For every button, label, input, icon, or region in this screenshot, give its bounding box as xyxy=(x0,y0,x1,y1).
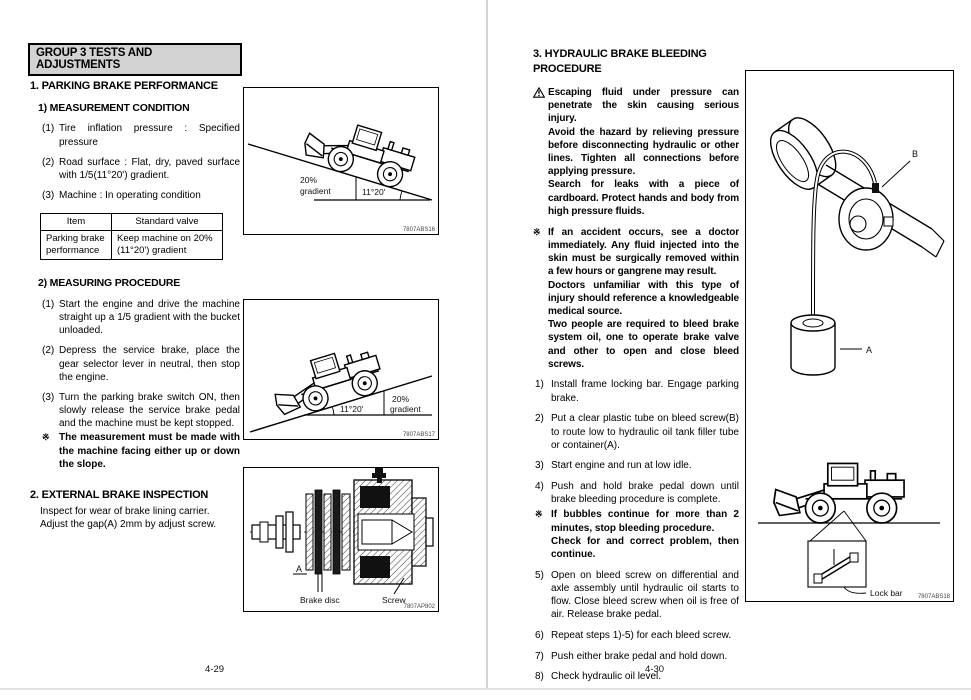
bleeding-illustration xyxy=(746,71,951,599)
step-number: 3) xyxy=(535,460,544,472)
warning-paragraph: Search for leaks with a piece of cardboard. Protect hands and body from high pressure fluids. xyxy=(548,179,739,217)
doctor-note xyxy=(533,226,739,371)
angle-label: 11°20' xyxy=(362,187,386,197)
item-text: Tire inflation pressure : Specified pressure xyxy=(59,123,240,148)
figure-code: 7807ABS16 xyxy=(402,227,435,233)
item-text: Start the engine and drive the machine straight up a 1/5 gradient with the bucket unloaded. xyxy=(59,298,240,337)
figure-brake-disc-section xyxy=(243,467,439,612)
procedure-step xyxy=(535,650,739,663)
note-text: The measurement must be made with the machine facing either up or down the slope. xyxy=(59,432,240,470)
lock-bar-label: Lock bar xyxy=(870,588,903,598)
loader-on-slope-illustration xyxy=(244,88,436,232)
warning-paragraph: Avoid the hazard by relieving pressure before disconnecting hydraulic or other lines. Tighten all connections before applying pressure. xyxy=(548,126,739,178)
gap-a-label: A xyxy=(296,564,303,574)
step-number: 8) xyxy=(535,671,544,683)
item-number: (2) xyxy=(42,156,55,168)
wheel-loader-art xyxy=(300,112,419,192)
group-header-label: GROUP 3 TESTS AND ADJUSTMENTS xyxy=(36,47,153,71)
item-text: Turn the parking brake switch ON, then slowly release the service brake pedal and the machine must be kept stopped. xyxy=(59,391,240,430)
section-title-external-brake-inspection: 2. EXTERNAL BRAKE INSPECTION xyxy=(30,489,209,502)
page-number-right: 4-30 xyxy=(645,664,665,675)
figure-code: 7807AP802 xyxy=(403,604,435,610)
table-header-item: Item xyxy=(41,214,112,231)
table-row xyxy=(41,231,223,260)
item-text: Depress the service brake, place the gear selector lever in neutral, then stop the engine. xyxy=(59,345,240,383)
note-paragraph: Doctors unfamiliar with this type of injury should reference a knowledgeable medical source. xyxy=(548,279,739,318)
procedure-step xyxy=(535,459,739,472)
wheel-loader-art xyxy=(267,342,386,422)
figure-brake-bleeding xyxy=(745,70,954,602)
section-title-brake-bleeding: 3. HYDRAULIC BRAKE BLEEDING PROCEDURE xyxy=(533,48,707,75)
item-text: Machine : In operating condition xyxy=(59,190,201,202)
figure-code: 7807ABS17 xyxy=(402,432,435,438)
figure-code: 7807ABS18 xyxy=(917,594,950,600)
brake-disc-illustration xyxy=(244,468,436,609)
section-title-parking-brake: 1. PARKING BRAKE PERFORMANCE xyxy=(30,80,218,92)
table-cell-value: Keep machine on 20% (11°20') gradient xyxy=(112,231,223,260)
step-number: 7) xyxy=(535,650,544,662)
gradient-percent-label: 20% xyxy=(392,394,410,404)
list-item xyxy=(42,156,240,182)
item-number: (3) xyxy=(42,190,55,202)
procedure-step xyxy=(535,569,739,622)
label-a: A xyxy=(866,345,873,355)
procedure-step xyxy=(535,629,739,642)
page-divider xyxy=(486,0,488,688)
table-cell-item: Parking brake performance xyxy=(41,231,112,260)
left-text-column xyxy=(30,79,240,531)
item-number: (3) xyxy=(42,391,55,403)
step-text: Start engine and run at low idle. xyxy=(551,460,692,472)
list-item xyxy=(42,344,240,384)
inspection-line: Inspect for wear of brake lining carrier. xyxy=(40,505,210,517)
wheel-loader-art xyxy=(774,463,904,523)
figure-gradient-downhill xyxy=(243,299,439,440)
item-number: (1) xyxy=(42,298,55,310)
procedure-step xyxy=(535,378,739,404)
reference-mark: ※ xyxy=(535,509,543,520)
right-text-column xyxy=(533,47,739,684)
list-item xyxy=(42,189,240,202)
loader-on-slope-illustration xyxy=(244,300,436,437)
brake-disc-label: Brake disc xyxy=(300,595,340,605)
list-item xyxy=(42,298,240,338)
step-number: 6) xyxy=(535,629,544,641)
list-item xyxy=(42,391,240,431)
gradient-percent-label: 20% xyxy=(300,175,318,185)
inspection-line: Adjust the gap(A) 2mm by adjust screw. xyxy=(40,518,217,530)
step-text: Repeat steps 1)-5) for each bleed screw. xyxy=(551,629,732,641)
step-text: Put a clear plastic tube on bleed screw(B) to route low to hydraulic oil tank filler tube or container(A). xyxy=(551,413,739,451)
note-paragraph: Two people are required to bleed brake system oil, one to operate brake valve and other to open and close bleed screws. xyxy=(548,319,739,370)
item-number: (1) xyxy=(42,123,55,135)
item-text: Road surface : Flat, dry, paved surface with 1/5(11°20') gradient. xyxy=(59,156,240,181)
table-header-standard-valve: Standard valve xyxy=(112,214,223,231)
item-number: (2) xyxy=(42,345,55,357)
pressure-warning xyxy=(533,86,739,218)
procedure-step xyxy=(535,480,739,506)
reference-mark: ※ xyxy=(42,432,50,443)
warning-paragraph: Escaping fluid under pressure can penetrate the skin causing serious injury. xyxy=(548,87,739,125)
warning-triangle-icon xyxy=(533,86,548,218)
bubble-note xyxy=(535,508,739,561)
step-text: Push and hold brake pedal down until brake bleeding procedure is complete. xyxy=(551,481,739,506)
reference-mark: ※ xyxy=(533,226,541,237)
step-number: 2) xyxy=(535,413,544,425)
measurement-note xyxy=(42,431,240,471)
step-text: Push either brake pedal and hold down. xyxy=(551,650,728,662)
subsection-title-measuring-procedure: 2) MEASURING PROCEDURE xyxy=(38,276,181,289)
figure-gradient-uphill xyxy=(243,87,439,235)
angle-label: 11°20' xyxy=(340,404,364,414)
label-b: B xyxy=(912,149,919,159)
gradient-word-label: gradient xyxy=(300,186,331,196)
note-line: If bubbles continue for more than 2 minutes, stop bleeding procedure. xyxy=(551,509,739,534)
step-number: 5) xyxy=(535,569,544,581)
step-number: 4) xyxy=(535,481,544,493)
screw-label: Screw xyxy=(382,595,406,605)
standard-value-table xyxy=(40,213,223,260)
list-item xyxy=(42,122,240,148)
page-number-left: 4-29 xyxy=(205,664,225,675)
step-number: 1) xyxy=(535,379,544,391)
note-paragraph: If an accident occurs, see a doctor immediately. Any fluid injected into the skin must be surgically removed within a few hours or gangrene may result. xyxy=(548,226,739,278)
subsection-title-measurement-condition: 1) MEASUREMENT CONDITION xyxy=(38,101,190,114)
group-header xyxy=(28,43,242,76)
step-text: Open on bleed screw on differential and axle assembly until hydraulic oil starts to flow. Close bleed screw when oil is free of air. Release brake pedal. xyxy=(551,569,739,621)
note-line: Check for and correct problem, then continue. xyxy=(551,535,739,561)
step-text: Install frame locking bar. Engage parking brake. xyxy=(551,379,739,404)
procedure-step xyxy=(535,412,739,452)
gradient-word-label: gradient xyxy=(390,404,421,414)
procedure-step xyxy=(535,670,739,683)
page-bottom-edge xyxy=(0,688,971,690)
step-text: Check hydraulic oil level. xyxy=(551,671,662,683)
